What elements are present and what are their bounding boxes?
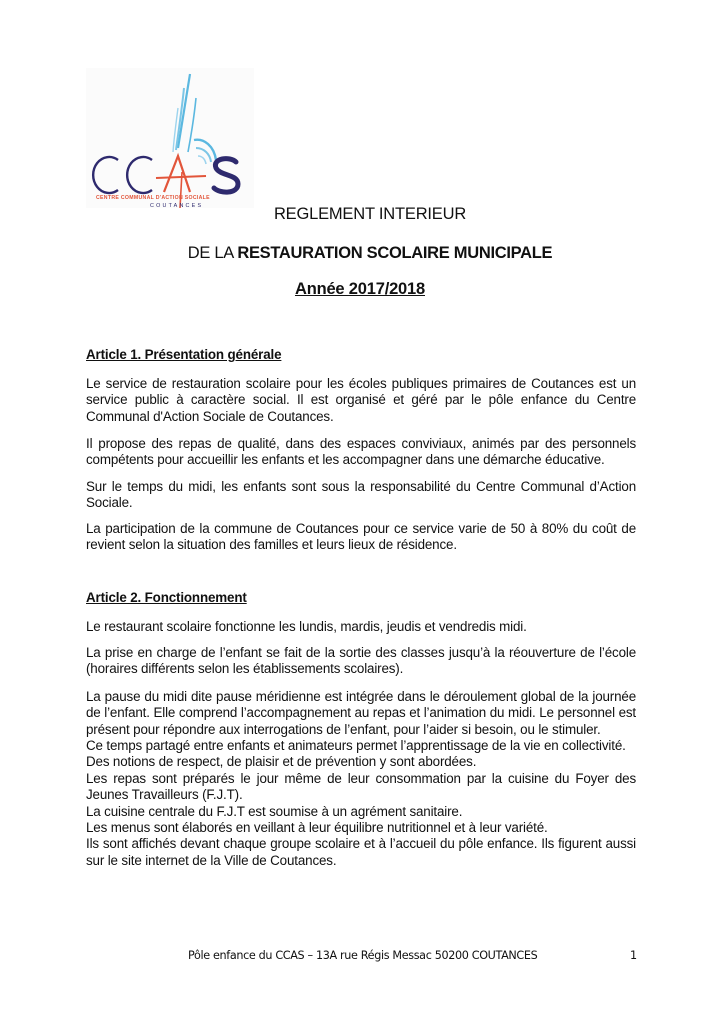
ccas-logo <box>86 68 254 208</box>
article-2-lines <box>86 738 636 869</box>
article-2-paragraph-3 <box>86 689 636 738</box>
text-line: Les repas sont préparés le jour même de leur consommation par la cuisine du Foyer des Jeunes Travailleurs (F.J.T). <box>86 770 636 803</box>
ccas-logo-icon <box>86 68 254 208</box>
paragraph: Le restaurant scolaire fonctionne les lundis, mardis, jeudis et vendredis midi. <box>86 619 527 634</box>
article-heading: Article 1. Présentation générale <box>86 347 282 362</box>
article-1-paragraph-2 <box>86 436 636 469</box>
footer-address: Pôle enfance du CCAS – 13A rue Régis Messac 50200 COUTANCES <box>188 949 538 962</box>
article-1-paragraph-4 <box>86 521 636 554</box>
text-line: Ce temps partagé entre enfants et animateurs permet l’apprentissage de la vie en collectivité. <box>86 738 626 753</box>
article-2-paragraph-2 <box>86 645 636 678</box>
school-year-title: Année 2017/2018 <box>294 280 425 298</box>
paragraph: Le service de restauration scolaire pour les écoles publiques primaires de Coutances est un service public à caractère social. Il est organisé et géré par le pôle enfance du Centre Communal d'Action Sociale de Coutances. <box>86 376 636 424</box>
title-bold: RESTAURATION SCOLAIRE MUNICIPALE <box>237 244 553 262</box>
document-title-line1: REGLEMENT INTERIEUR <box>273 205 467 223</box>
article-2-paragraph-1 <box>86 619 636 635</box>
svg-text:CENTRE COMMUNAL D'ACTION SOCIA: CENTRE COMMUNAL D'ACTION SOCIALE <box>96 195 210 201</box>
paragraph: Il propose des repas de qualité, dans des espaces conviviaux, animés par des personnels compétents pour accueillir les enfants et les accompagner dans une démarche éducative. <box>86 436 636 468</box>
svg-text:COUTANCES: COUTANCES <box>150 203 204 208</box>
title-prefix: DE LA <box>187 244 238 262</box>
article-heading: Article 2. Fonctionnement <box>86 590 247 605</box>
text-line: Des notions de respect, de plaisir et de prévention y sont abordées. <box>86 754 477 770</box>
paragraph: La pause du midi dite pause méridienne est intégrée dans le déroulement global de la journée de l’enfant. Elle comprend l’accompagnement au repas et l’animation du midi. Le personnel est présent pour répondre aux interrogations de l’enfant, pour l’aider si besoin, ou le stimuler. <box>86 689 636 737</box>
page-number: 1 <box>630 949 638 962</box>
article-1-paragraph-3 <box>86 479 636 512</box>
text-line: Les menus sont élaborés en veillant à leur équilibre nutritionnel et à leur variété. <box>86 820 548 836</box>
paragraph: La prise en charge de l’enfant se fait de la sortie des classes jusqu’à la réouverture de l’école (horaires différents selon les établissements scolaires). <box>86 645 636 677</box>
text-line: La cuisine centrale du F.J.T est soumise à un agrément sanitaire. <box>86 803 463 819</box>
paragraph: La participation de la commune de Coutances pour ce service varie de 50 à 80% du coût de revient selon la situation des familles et leurs lieux de résidence. <box>86 521 636 553</box>
paragraph: Sur le temps du midi, les enfants sont sous la responsabilité du Centre Communal d’Action Sociale. <box>86 479 636 511</box>
article-1-paragraph-1 <box>86 376 636 425</box>
article-1-heading <box>86 347 636 363</box>
text-line: Ils sont affichés devant chaque groupe scolaire et à l’accueil du pôle enfance. Ils figurent aussi sur le site internet de la Ville de Coutances. <box>86 836 636 868</box>
article-2-heading <box>86 590 636 606</box>
document-title-line2 <box>130 244 610 263</box>
